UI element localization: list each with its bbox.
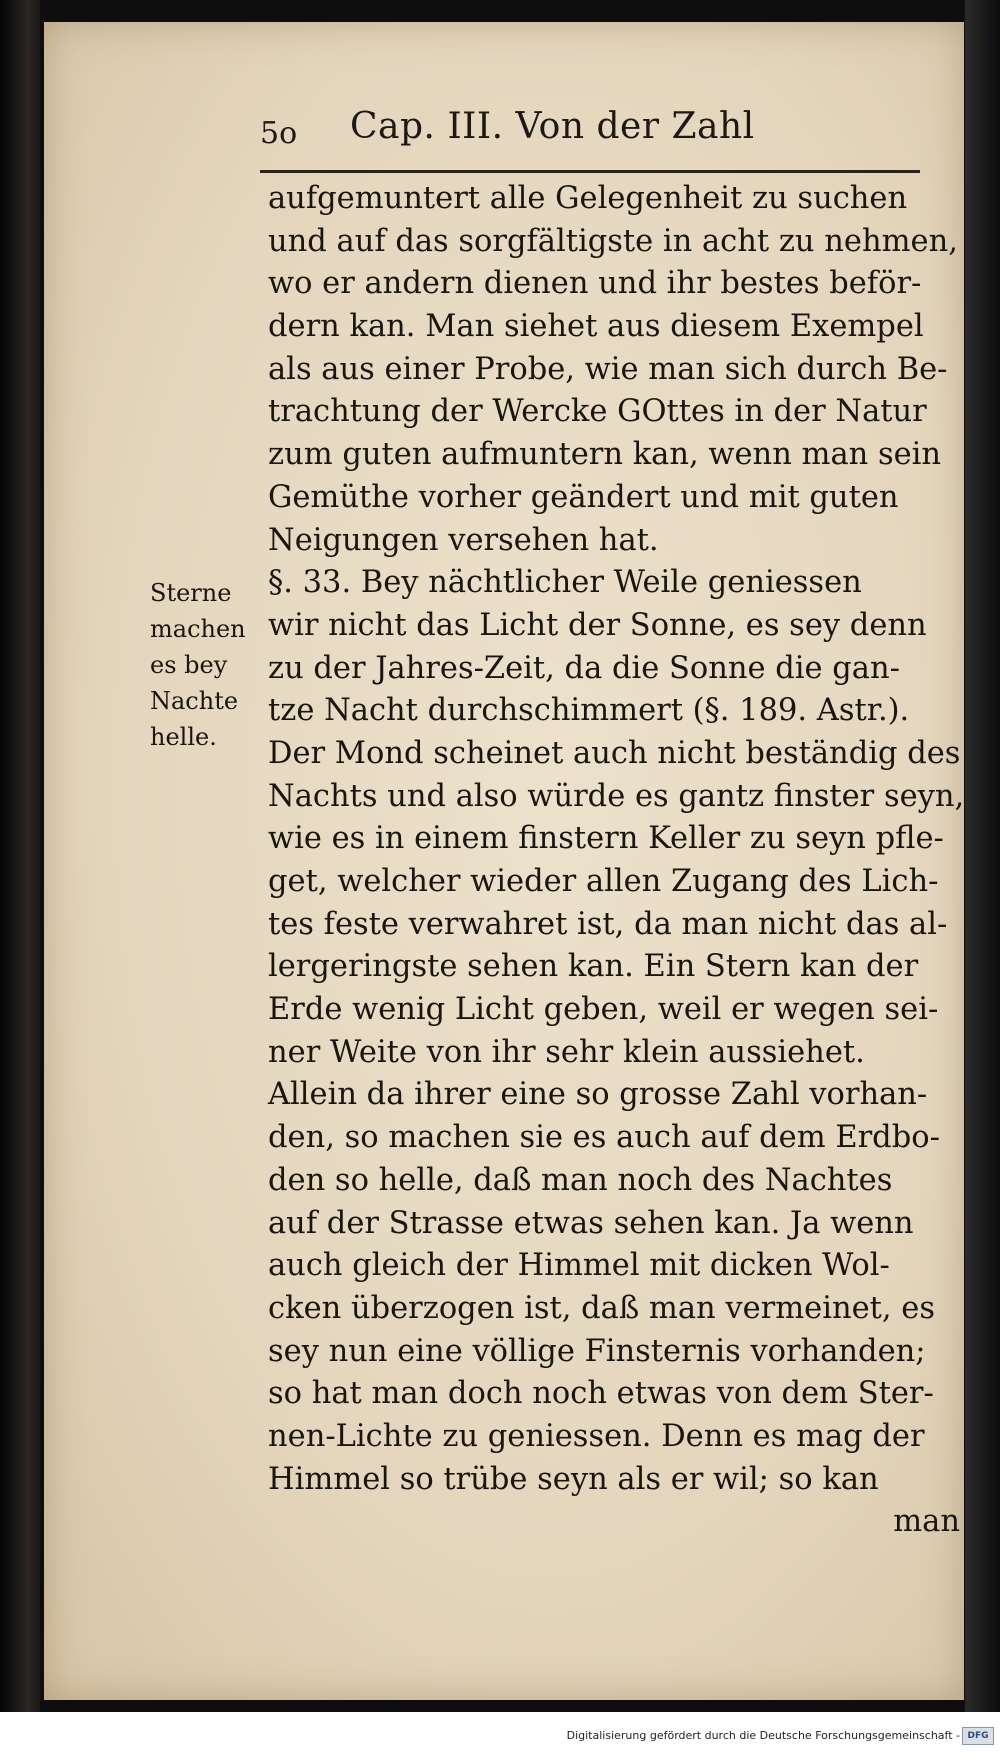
text-line: tze Nacht durchschimmert (§. 189. Astr.).	[268, 693, 910, 729]
margin-note-line: helle.	[150, 723, 217, 751]
text-line: so hat man doch noch etwas von dem Ster-	[268, 1376, 934, 1412]
text-line: sey nun eine völlige Finsternis vorhanden;	[268, 1333, 926, 1369]
page-number: 5o	[260, 116, 298, 151]
text-line: §. 33. Bey nächtlicher Weile geniessen	[268, 565, 862, 601]
text-line: Allein da ihrer eine so grosse Zahl vorhan-	[268, 1077, 928, 1113]
text-line: ner Weite von ihr sehr klein aussiehet.	[268, 1034, 865, 1070]
dfg-logo: DFG	[962, 1727, 994, 1745]
text-line: und auf das sorgfältigste in acht zu nehmen,	[268, 223, 958, 259]
margin-note-line: Nachte	[150, 687, 239, 715]
page-edge	[965, 0, 1000, 1712]
text-line: trachtung der Wercke GOttes in der Natur	[268, 394, 927, 430]
text-line: auch gleich der Himmel mit dicken Wol-	[268, 1248, 890, 1284]
text-line: wir nicht das Licht der Sonne, es sey denn	[268, 607, 927, 643]
margin-note-line: Sterne	[150, 579, 232, 607]
page-header	[220, 92, 920, 152]
text-line: lergeringste sehen kan. Ein Stern kan der	[268, 949, 919, 985]
text-line: den, so machen sie es auch auf dem Erdbo-	[268, 1120, 940, 1156]
running-title: Cap. III. Von der Zahl	[350, 106, 755, 147]
text-line: Erde wenig Licht geben, weil er wegen sei-	[268, 992, 939, 1028]
book-spine	[0, 0, 40, 1712]
text-line: wie es in einem finstern Keller zu seyn pfle-	[268, 821, 944, 857]
text-line: nen-Lichte zu geniessen. Denn es mag der	[268, 1418, 925, 1454]
text-line: zu der Jahres-Zeit, da die Sonne die gan-	[268, 650, 900, 686]
text-line: als aus einer Probe, wie man sich durch Be-	[268, 351, 948, 387]
text-line: Gemüthe vorher geändert und mit guten	[268, 479, 899, 515]
text-line: Himmel so trübe seyn als er wil; so kan	[268, 1461, 879, 1497]
text-line: zum guten aufmuntern kan, wenn man sein	[268, 437, 942, 473]
margin-note-line: machen	[150, 615, 246, 643]
text-line: wo er andern dienen und ihr bestes beför-	[268, 266, 922, 302]
body-text	[268, 178, 968, 1544]
header-rule	[260, 170, 920, 173]
digitization-footer	[0, 1712, 1000, 1755]
catchword: man	[893, 1504, 960, 1540]
text-line: dern kan. Man siehet aus diesem Exempel	[268, 309, 924, 345]
text-line: Nachts und also würde es gantz finster seyn,	[268, 778, 965, 814]
text-line: aufgemuntert alle Gelegenheit zu suchen	[268, 181, 908, 216]
text-line: get, welcher wieder allen Zugang des Lich-	[268, 864, 939, 899]
text-line: Der Mond scheinet auch nicht beständig des	[268, 735, 961, 771]
margin-note	[150, 575, 260, 755]
text-line: auf der Strasse etwas sehen kan. Ja wenn	[268, 1205, 914, 1241]
text-line: cken überzogen ist, daß man vermeinet, es	[268, 1290, 935, 1326]
footer-credit: Digitalisierung gefördert durch die Deutsche Forschungsgemeinschaft -	[566, 1729, 960, 1742]
text-line: Neigungen versehen hat.	[268, 522, 659, 558]
margin-note-line: es bey	[150, 651, 228, 679]
text-line: den so helle, daß man noch des Nachtes	[268, 1162, 893, 1198]
text-line: tes feste verwahret ist, da man nicht das al-	[268, 906, 948, 942]
